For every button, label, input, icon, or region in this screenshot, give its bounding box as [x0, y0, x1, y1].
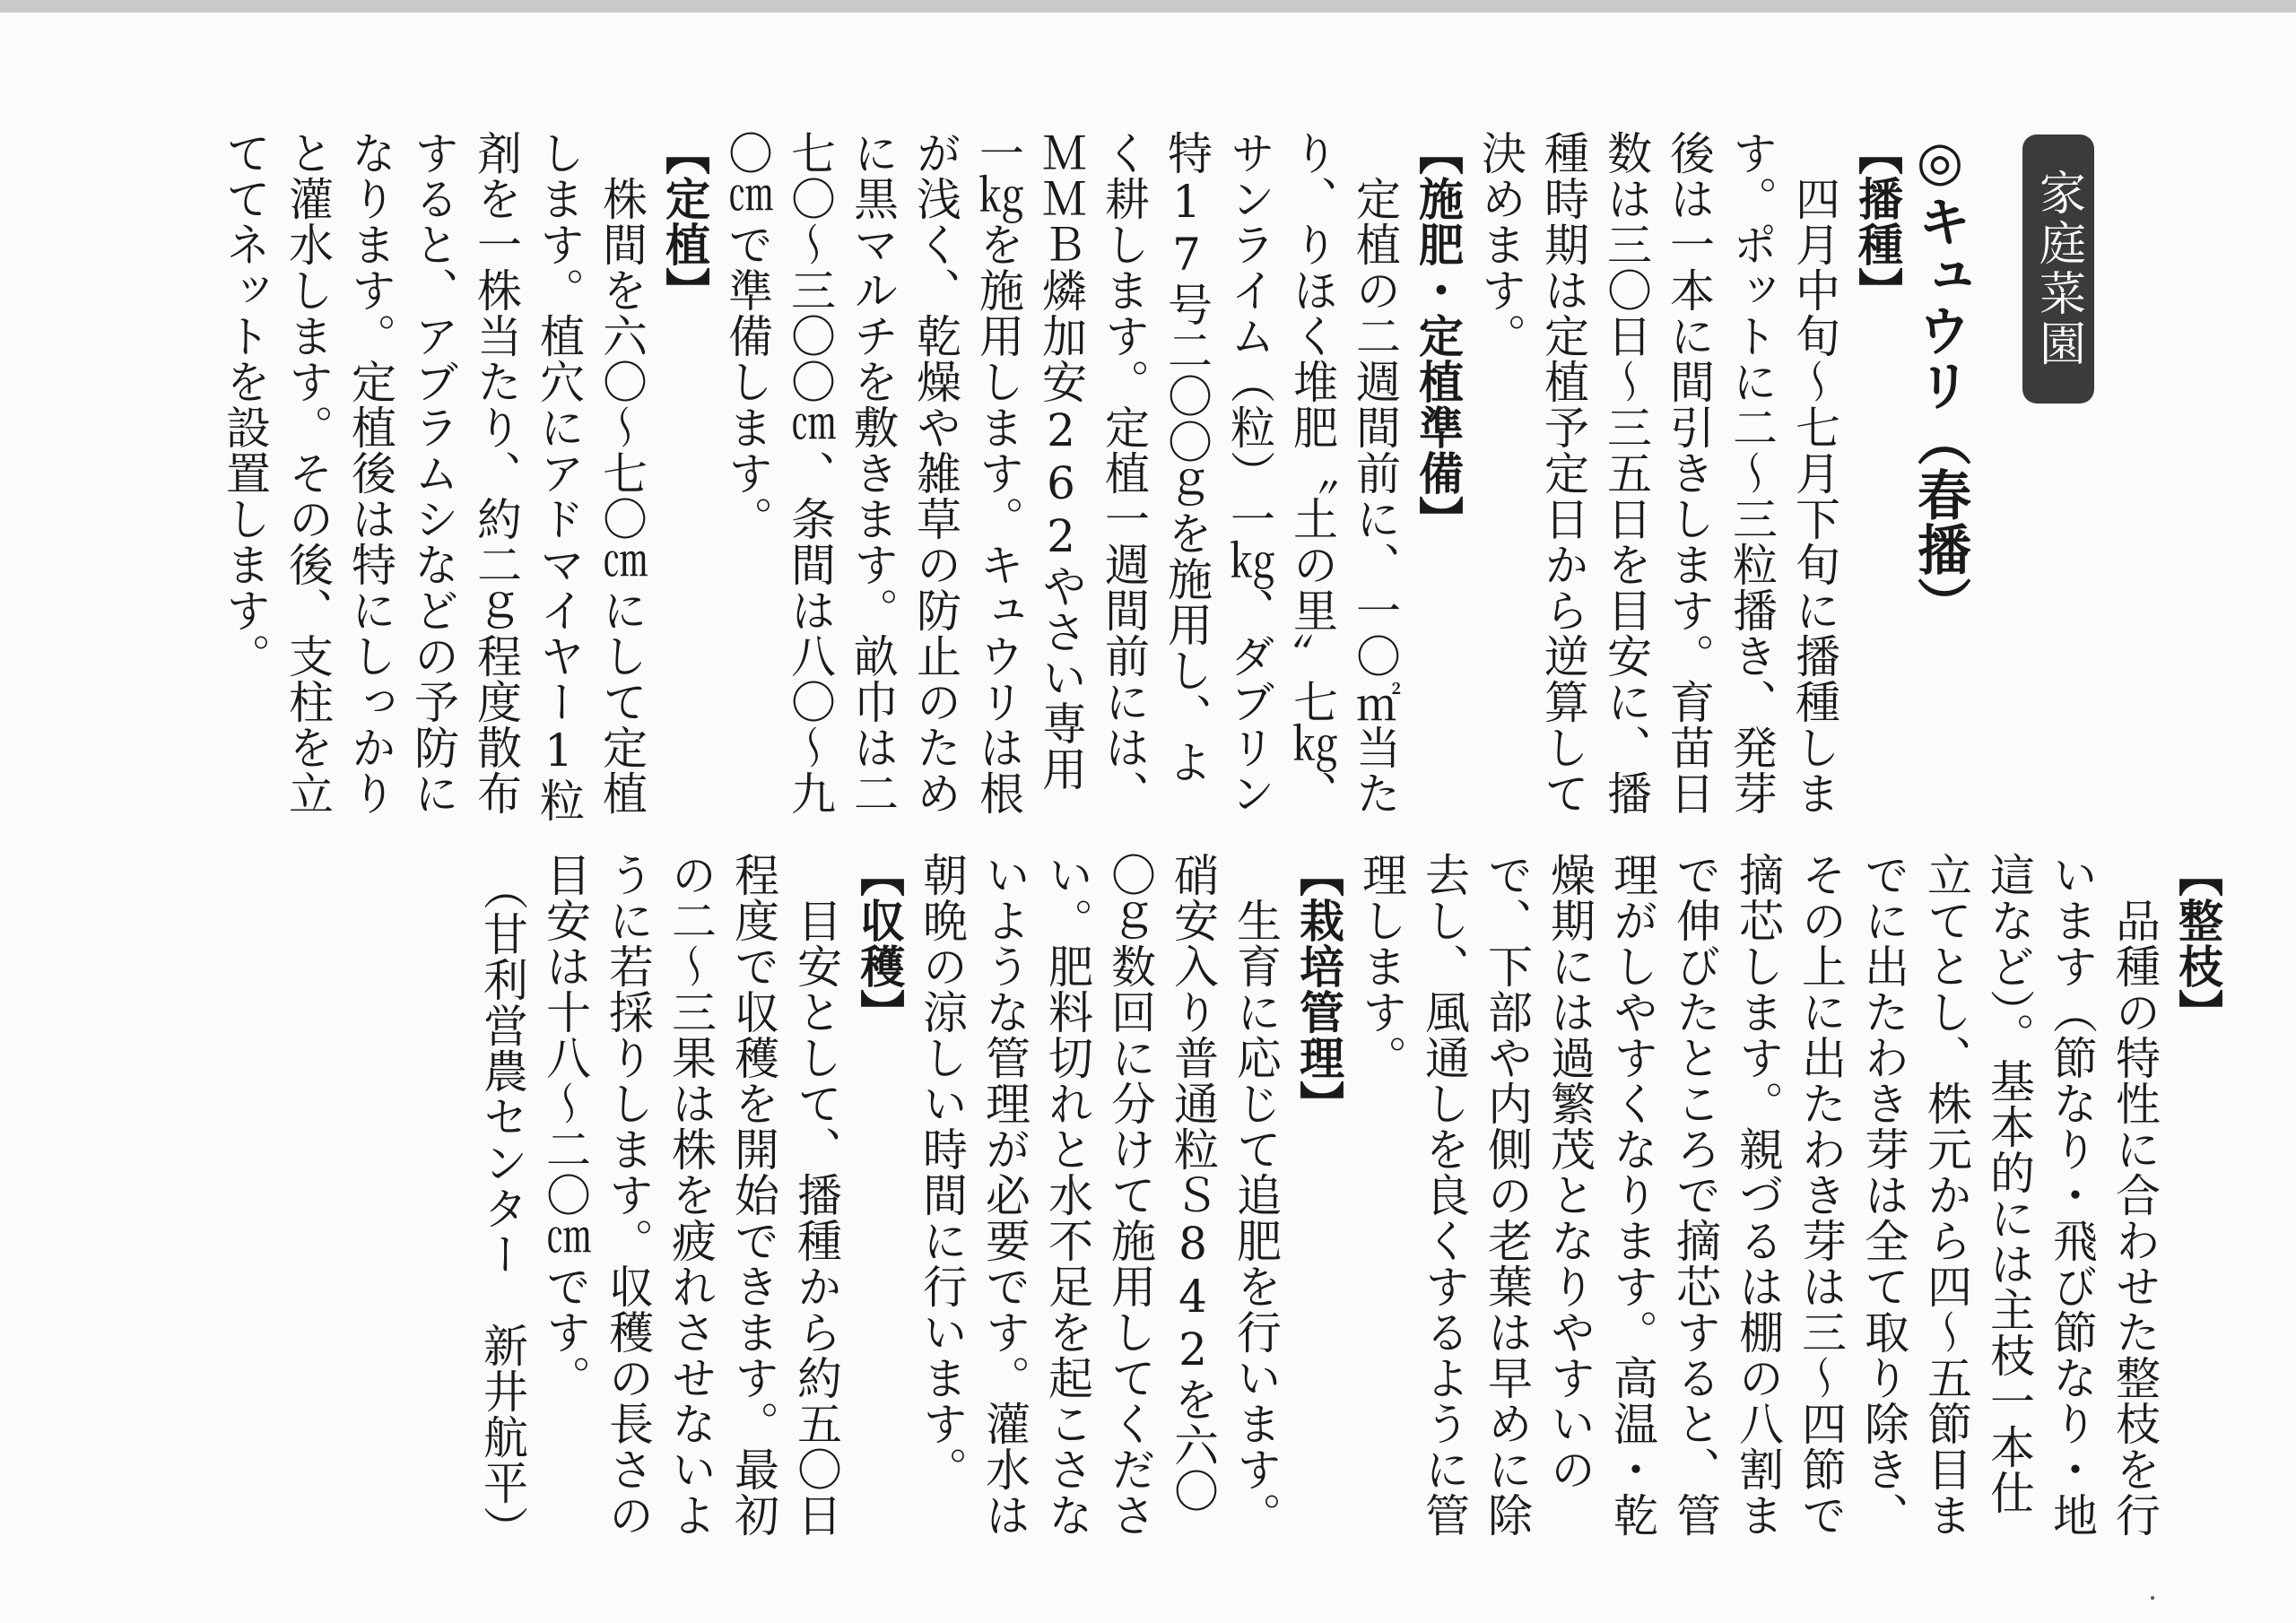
heading-bracket-close: 】 [658, 267, 710, 313]
section-cultivation-paragraph [910, 852, 1287, 1551]
heading-bracket-open: 【 [1851, 130, 1903, 176]
section-heading-cultivation [1287, 852, 1350, 1551]
heading-bracket-close: 】 [853, 989, 905, 1035]
section-sowing-paragraph [1469, 130, 1846, 829]
section-heading-pruning [2166, 852, 2229, 1551]
section-planting-text: 株間を六〇～七〇㎝にして定植します。植穴にアドマイヤー1粒剤を一株当たり、約二ｇ程度散布すると、アブラムシなどの予防になります。定植後は特にしっかりと灌水します。その後、支柱を立ててネットを設置します。 [219, 130, 648, 823]
section-pruning-paragraph [1350, 852, 2166, 1551]
heading-bracket-open: 【 [2171, 852, 2223, 898]
scan-speck [2151, 1596, 2154, 1600]
section-cultivation-text: 生育に応じて追肥を行います。硝安入り普通粒Ｓ842を六〇〇ｇ数回に分けて施用してください。肥料切れと水不足を起こさないような管理が必要です。灌水は朝晩の涼しい時間に行います。 [916, 852, 1282, 1538]
section-heading-pruning-text: 整枝 [2171, 898, 2223, 989]
column-badge: 家庭菜園 [2022, 135, 2094, 404]
section-harvest-text: 目安として、播種から約五〇日程度で収穫を開始できます。最初の二～三果は株を疲れさせないように若採りします。収穫の長さの目安は十八～二〇㎝です。 [539, 852, 842, 1538]
page-top-edge [0, 0, 2296, 13]
section-harvest-paragraph [534, 852, 848, 1551]
article-title: ◎キュウリ（春播） [1909, 130, 1971, 631]
heading-bracket-open: 【 [658, 130, 710, 176]
article-upper-block [160, 130, 1971, 829]
article-lower-block [211, 852, 2229, 1551]
section-fertilizing-paragraph [716, 130, 1406, 829]
section-sowing-text: 四月中旬～七月下旬に播種します。ポットに二～三粒播き、発芽後は一本に間引きします。育苗日数は三〇日～三五日を目安に、播種時期は定植予定日から逆算して決めます。 [1474, 130, 1840, 816]
section-heading-fertilizing [1406, 130, 1469, 829]
heading-bracket-close: 】 [1851, 267, 1903, 313]
heading-bracket-close: 】 [1412, 496, 1464, 542]
section-heading-planting-text: 定植 [658, 176, 710, 267]
heading-bracket-open: 【 [853, 852, 905, 898]
section-planting-paragraph [213, 130, 653, 829]
heading-bracket-close: 】 [2171, 989, 2223, 1035]
section-heading-sowing [1846, 130, 1909, 829]
section-heading-cultivation-text: 栽培管理 [1292, 898, 1344, 1081]
section-heading-fertilizing-text: 施肥・定植準備 [1412, 176, 1464, 496]
section-heading-harvest [848, 852, 910, 1551]
section-heading-harvest-text: 収穫 [853, 898, 905, 989]
section-heading-sowing-text: 播種 [1851, 176, 1903, 267]
section-pruning-text: 品種の特性に合わせた整枝を行います（節なり・飛び節なり・地這など）。基本的には主枝一本仕立てとし、株元から四～五節目までに出たわき芽は全て取り除き、その上に出たわき芽は三～四節で摘芯します。親づるは棚の八割まで伸びたところで摘芯すると、管理がしやすくなります。高温・乾燥期には過繁茂となりやすいので、下部や内側の老葉は早めに除去し、風通しを良くするように管理します。 [1355, 852, 2161, 1538]
heading-bracket-open: 【 [1412, 130, 1464, 176]
section-heading-planting [653, 130, 716, 829]
article-credit: （甘利営農センター 新井航平） [476, 865, 528, 1551]
heading-bracket-close: 】 [1292, 1081, 1344, 1126]
section-fertilizing-text: 定植の二週間前に、一〇㎡当たり、りほく堆肥〝土の里〟七㎏、サンライム（粒）一㎏、ダブリン特17号二〇〇ｇを施用し、よく耕します。定植一週間前には、ＭＭＢ燐加安262やさい専用一㎏を施用します。キュウリは根が浅く、乾燥や雑草の防止のために黒マルチを敷きます。畝巾は二七〇～三〇〇㎝、条間は八〇～九〇㎝で準備します。 [721, 130, 1401, 816]
heading-bracket-open: 【 [1292, 852, 1344, 898]
